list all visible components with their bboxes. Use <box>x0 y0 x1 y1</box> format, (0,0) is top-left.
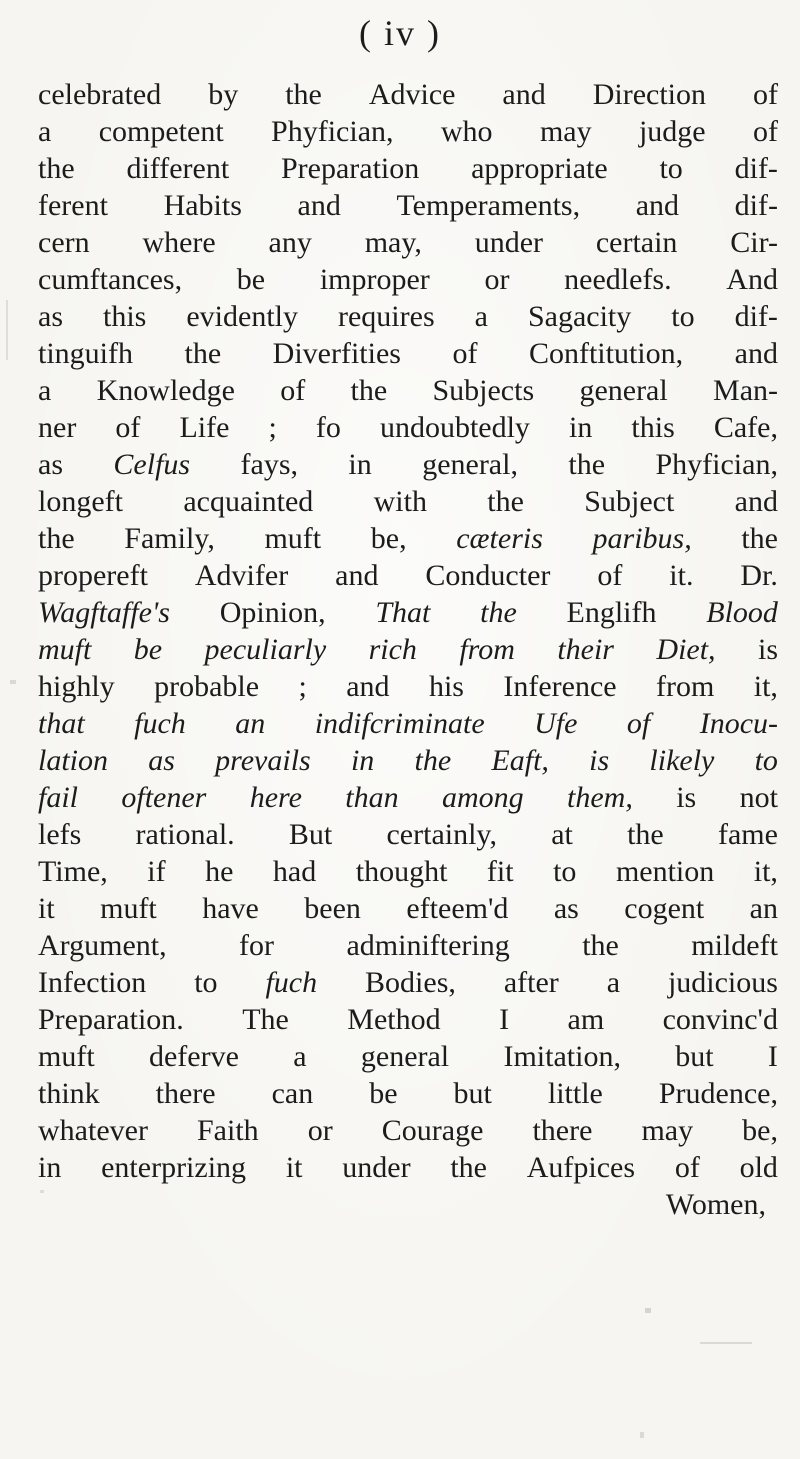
word: cæteris <box>456 522 543 555</box>
word: or <box>484 263 510 296</box>
word: Celfus <box>113 448 191 481</box>
word: likely <box>649 744 715 777</box>
body-text <box>38 78 778 1225</box>
word: and <box>734 485 778 518</box>
paper-speck <box>640 1432 644 1438</box>
text-line <box>38 78 778 115</box>
text-line <box>38 522 778 559</box>
word: The <box>242 1003 289 1036</box>
word: a <box>38 115 52 148</box>
word: mention <box>615 855 715 888</box>
word: a <box>38 374 52 407</box>
word: Sagacity <box>527 300 632 333</box>
word: than <box>345 781 399 814</box>
word: general, <box>422 448 518 481</box>
word: Conftitution, <box>528 337 684 370</box>
word: be, <box>370 522 407 555</box>
text-line <box>38 892 778 929</box>
text-line <box>38 1077 778 1114</box>
text-line <box>38 929 778 966</box>
word: indifcriminate <box>314 707 485 740</box>
word: the <box>38 152 75 185</box>
word: judge <box>638 115 706 148</box>
word: Opinion, <box>219 596 326 629</box>
word: an <box>235 707 266 740</box>
word: rational. <box>135 818 235 851</box>
word: highly <box>38 670 115 703</box>
word: a <box>474 300 488 333</box>
word: of <box>626 707 651 740</box>
word: the <box>480 596 517 629</box>
word: there <box>532 1114 593 1147</box>
word: fo <box>315 411 341 444</box>
word: ner <box>38 411 77 444</box>
word: Imitation, <box>503 1040 621 1073</box>
text-line <box>38 1188 778 1225</box>
word: Conducter <box>425 559 551 592</box>
word: Inocu- <box>699 707 778 740</box>
word: muft <box>264 522 322 555</box>
word: Preparation. <box>38 1003 184 1036</box>
word: as <box>148 744 175 777</box>
word: Time, <box>38 855 108 888</box>
word: a <box>606 966 621 999</box>
word: Blood <box>706 596 778 629</box>
word: ; <box>268 411 277 444</box>
word: judicious <box>667 966 778 999</box>
word: had <box>272 855 317 888</box>
word: Courage <box>381 1114 484 1147</box>
word: of <box>752 78 778 111</box>
word: oftener <box>121 781 207 814</box>
word: requires <box>338 300 435 333</box>
word: be <box>133 633 163 666</box>
word: probable <box>154 670 260 703</box>
word: celebrated <box>38 78 162 111</box>
word: under <box>474 226 544 259</box>
text-line <box>38 596 778 633</box>
word: where <box>142 226 216 259</box>
word: thought <box>355 855 448 888</box>
word: whatever <box>38 1114 148 1147</box>
word: of <box>280 374 306 407</box>
text-line <box>38 374 778 411</box>
word: Subject <box>584 485 675 518</box>
word: is <box>676 781 697 814</box>
word: Faith <box>196 1114 259 1147</box>
word: an <box>749 892 778 925</box>
word: under <box>342 1151 411 1184</box>
word: a <box>293 1040 307 1073</box>
paper-speck <box>645 1308 651 1313</box>
word: Women, <box>665 1188 766 1221</box>
word: and <box>346 670 390 703</box>
word: the <box>350 374 388 407</box>
word: Man- <box>713 374 778 407</box>
word: to <box>671 300 695 333</box>
word: different <box>126 152 230 185</box>
text-line <box>38 966 778 1003</box>
text-line <box>38 485 778 522</box>
word: prevails <box>215 744 311 777</box>
word: paribus, <box>592 522 692 555</box>
word: Ufe <box>534 707 578 740</box>
word: to <box>659 152 683 185</box>
text-line <box>38 189 778 226</box>
word: or <box>307 1114 333 1147</box>
word: cern <box>38 226 90 259</box>
word: here <box>249 781 302 814</box>
word: in <box>569 411 593 444</box>
word: any <box>268 226 312 259</box>
word: Direction <box>592 78 707 111</box>
word: peculiarly <box>204 633 327 666</box>
text-line <box>38 1003 778 1040</box>
text-line <box>38 818 778 855</box>
word: Eaft, <box>491 744 549 777</box>
word: general <box>579 374 668 407</box>
word: to <box>194 966 218 999</box>
word: But <box>288 818 333 851</box>
word: Family, <box>124 522 215 555</box>
word: That <box>375 596 431 629</box>
word: longeft <box>38 485 123 518</box>
word: lation <box>38 744 109 777</box>
word: to <box>754 744 778 777</box>
word: convinc'd <box>662 1003 778 1036</box>
text-line <box>38 781 778 818</box>
word: of <box>452 337 478 370</box>
word: mildeft <box>691 929 778 962</box>
word: competent <box>98 115 224 148</box>
word: Diet, <box>656 633 716 666</box>
word: Life <box>179 411 230 444</box>
word: not <box>739 781 778 814</box>
word: undoubtedly <box>379 411 530 444</box>
word: it <box>285 1151 303 1184</box>
word: in <box>348 448 372 481</box>
word: as <box>38 448 63 481</box>
word: that <box>38 707 85 740</box>
word: as <box>553 892 579 925</box>
word: Preparation <box>280 152 420 185</box>
word: of <box>753 115 778 148</box>
word: ; <box>298 670 307 703</box>
text-line <box>38 670 778 707</box>
paper-speck <box>10 680 16 684</box>
word: Aufpices <box>526 1151 636 1184</box>
word: their <box>557 633 614 666</box>
word: fays, <box>240 448 298 481</box>
word: from <box>459 633 515 666</box>
word: muft <box>100 892 157 925</box>
word: of <box>597 559 623 592</box>
text-line <box>38 115 778 152</box>
word: of <box>674 1151 700 1184</box>
word: tinguifh <box>38 337 133 370</box>
word: and <box>335 559 379 592</box>
word: this <box>103 300 147 333</box>
word: rich <box>368 633 417 666</box>
word: certainly, <box>386 818 497 851</box>
word: the <box>414 744 452 777</box>
word: among <box>441 781 524 814</box>
word: certain <box>595 226 678 259</box>
word: for <box>239 929 275 962</box>
text-line <box>38 707 778 744</box>
word: the <box>741 522 778 555</box>
word: ferent <box>38 189 108 222</box>
word: be <box>369 1077 398 1110</box>
word: deferve <box>148 1040 239 1073</box>
word: Bodies, <box>365 966 456 999</box>
word: Temperaments, <box>396 189 581 222</box>
paper-speck <box>6 300 8 360</box>
word: and <box>502 78 546 111</box>
word: the <box>627 818 664 851</box>
word: muft <box>38 633 92 666</box>
word: from <box>656 670 715 703</box>
word: fuch <box>134 707 186 740</box>
text-line <box>38 1040 778 1077</box>
word: appropriate <box>471 152 608 185</box>
word: to <box>553 855 577 888</box>
word: lefs <box>38 818 82 851</box>
word: Dr. <box>740 559 778 592</box>
word: as <box>38 300 63 333</box>
word: Argument, <box>38 929 167 962</box>
word: with <box>373 485 427 518</box>
word: dif- <box>734 152 778 185</box>
word: and <box>734 337 778 370</box>
text-line <box>38 1114 778 1151</box>
word: Infection <box>38 966 147 999</box>
word: and <box>635 189 680 222</box>
word: may, <box>364 226 422 259</box>
word: the <box>184 337 222 370</box>
word: be <box>236 263 266 296</box>
word: after <box>503 966 559 999</box>
word: general <box>360 1040 450 1073</box>
word: dif- <box>734 300 778 333</box>
word: propereft <box>38 559 148 592</box>
word: dif- <box>734 189 778 222</box>
word: Advifer <box>194 559 289 592</box>
word: at <box>551 818 573 851</box>
word: the <box>487 485 524 518</box>
text-line <box>38 1151 778 1188</box>
word: fail <box>38 781 79 814</box>
word: fuch <box>265 966 318 999</box>
word: cumftances, <box>38 263 183 296</box>
word: Subjects <box>432 374 535 407</box>
word: of <box>115 411 141 444</box>
word: Diverfities <box>272 337 401 370</box>
word: Method <box>347 1003 441 1036</box>
word: his <box>428 670 464 703</box>
word: acquainted <box>183 485 314 518</box>
word: Prudence, <box>658 1077 778 1110</box>
text-line <box>38 448 778 485</box>
word: Knowledge <box>96 374 235 407</box>
word: And <box>726 263 778 296</box>
word: old <box>739 1151 778 1184</box>
word: I <box>499 1003 510 1036</box>
word: I <box>767 1040 778 1073</box>
word: can <box>271 1077 314 1110</box>
word: Phyfician, <box>271 115 394 148</box>
word: Phyfician, <box>655 448 778 481</box>
text-line <box>38 411 778 448</box>
paper-speck <box>700 1342 752 1344</box>
word: muft <box>38 1040 95 1073</box>
word: and <box>297 189 341 222</box>
word: cogent <box>624 892 705 925</box>
word: little <box>547 1077 603 1110</box>
text-line <box>38 337 778 374</box>
text-line <box>38 633 778 670</box>
word: been <box>304 892 361 925</box>
word: am <box>567 1003 605 1036</box>
word: them, <box>567 781 633 814</box>
word: the <box>285 78 322 111</box>
word: efteem'd <box>406 892 509 925</box>
word: think <box>38 1077 100 1110</box>
word: who <box>440 115 493 148</box>
page-number: ( iv ) <box>359 13 441 53</box>
word: the <box>568 448 606 481</box>
word: improper <box>319 263 430 296</box>
word: but <box>675 1040 714 1073</box>
word: it. <box>669 559 694 592</box>
text-line <box>38 263 778 300</box>
text-line <box>38 152 778 189</box>
word: adminiftering <box>346 929 510 962</box>
word: Habits <box>163 189 242 222</box>
word: by <box>208 78 239 111</box>
word: Inference <box>503 670 617 703</box>
word: Cir- <box>730 226 778 259</box>
word: may <box>641 1114 694 1147</box>
word: needlefs. <box>564 263 672 296</box>
word: be, <box>742 1114 778 1147</box>
text-line <box>38 559 778 596</box>
word: enterprizing <box>101 1151 247 1184</box>
word: have <box>202 892 259 925</box>
word: evidently <box>186 300 298 333</box>
word: the <box>582 929 619 962</box>
word: he <box>205 855 234 888</box>
word: Advice <box>368 78 456 111</box>
word: is <box>757 633 778 666</box>
word: may <box>539 115 592 148</box>
word: fit <box>486 855 514 888</box>
word: if <box>147 855 166 888</box>
word: it <box>38 892 55 925</box>
text-line <box>38 226 778 263</box>
word: in <box>38 1151 62 1184</box>
word: the <box>450 1151 487 1184</box>
word: the <box>38 522 75 555</box>
word: is <box>589 744 610 777</box>
word: there <box>155 1077 216 1110</box>
word: Englifh <box>566 596 657 629</box>
word: but <box>453 1077 492 1110</box>
word: Cafe, <box>713 411 778 444</box>
text-line <box>38 855 778 892</box>
word: in <box>350 744 375 777</box>
word: it, <box>753 855 778 888</box>
text-line <box>38 300 778 337</box>
word: this <box>631 411 675 444</box>
word: fame <box>717 818 778 851</box>
word: Wagftaffe's <box>38 596 170 629</box>
word: it, <box>753 670 778 703</box>
text-line <box>38 744 778 781</box>
